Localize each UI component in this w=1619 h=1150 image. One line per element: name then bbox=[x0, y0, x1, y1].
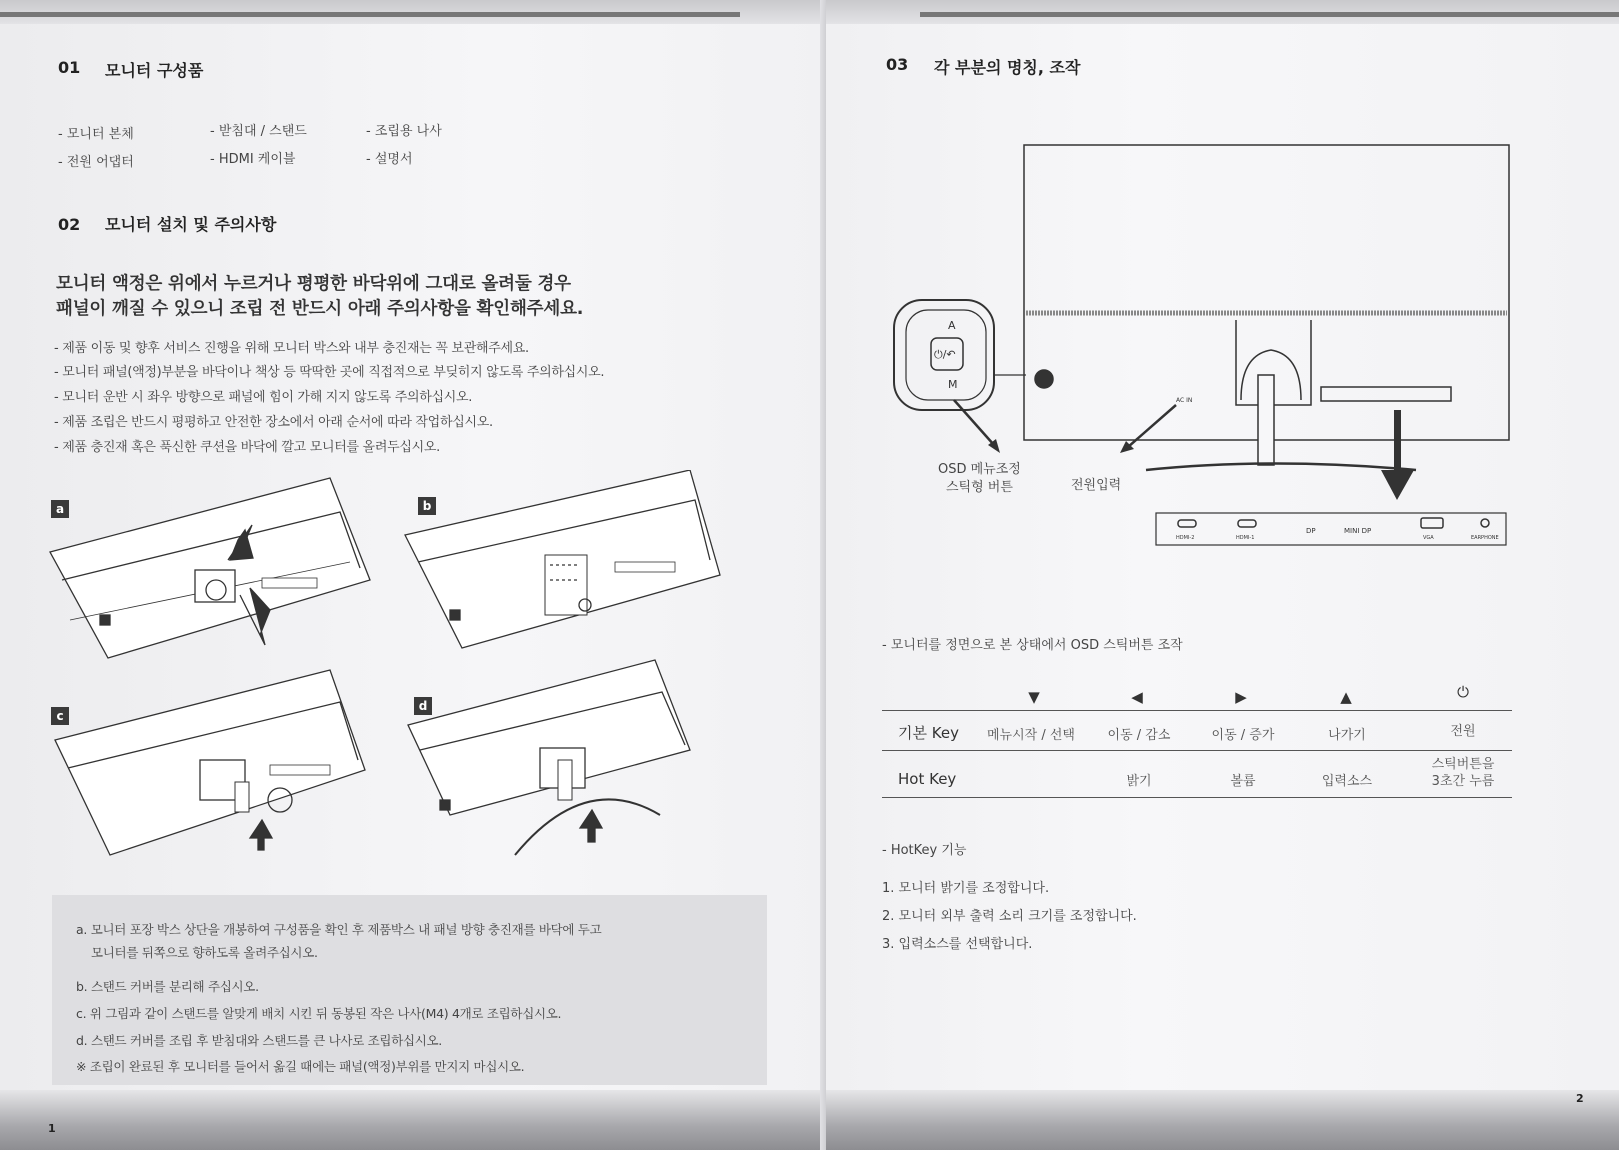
illustration-a bbox=[50, 478, 370, 658]
hot-key-label: Hot Key bbox=[898, 770, 957, 788]
assembly-illustrations bbox=[40, 470, 780, 890]
caution-item: - 모니터 패널(액정)부분을 바닥이나 책상 등 딱딱한 곳에 직접적으로 부딪히지 않도록 주의하십시오. bbox=[54, 365, 605, 380]
stick-center-label: ⏻/↶ bbox=[934, 348, 956, 361]
top-shadow-band bbox=[0, 0, 826, 24]
table-rule-bottom bbox=[882, 797, 1512, 798]
power-icon: ⏻ bbox=[1457, 683, 1469, 701]
warning-headline-line2: 패널이 깨질 수 있으니 조립 전 반드시 아래 주의사항을 확인해주세요. bbox=[56, 299, 584, 319]
step-c: c. 위 그림과 같이 스탠드를 알맞게 배치 시킨 뒤 동봉된 작은 나사(M4) 4개로 조립하십시오. bbox=[76, 1006, 562, 1021]
component-item: - HDMI 케이블 bbox=[210, 152, 296, 167]
hot-key-cell: 스틱버튼을 3초간 누름 bbox=[1431, 757, 1495, 789]
figure-tag-d: d bbox=[414, 697, 432, 715]
bottom-shadow-band bbox=[0, 1090, 826, 1150]
port-panel bbox=[1156, 513, 1506, 545]
section-title-parts: 각 부분의 명칭, 조작 bbox=[934, 58, 1081, 77]
caution-item: - 모니터 운반 시 좌우 방향으로 패널에 힘이 가해 지지 않도록 주의하십시오. bbox=[54, 390, 473, 405]
illustration-d bbox=[408, 660, 690, 855]
left-arrow-icon: ◀ bbox=[1131, 688, 1143, 706]
basic-key-cell: 이동 / 감소 bbox=[1107, 728, 1171, 743]
stick-up-label: A bbox=[948, 319, 956, 332]
step-a-line1: a. 모니터 포장 박스 상단을 개봉하여 구성품을 확인 후 제품박스 내 패널 방향 충진재를 바닥에 두고 bbox=[76, 922, 602, 937]
caution-item: - 제품 이동 및 향후 서비스 진행을 위해 모니터 박스와 내부 충진재는 꼭 보관해주세요. bbox=[54, 341, 529, 356]
hot-key-cell: 입력소스 bbox=[1321, 774, 1373, 789]
figure-tag-b: b bbox=[418, 497, 436, 515]
caution-item: - 제품 충진재 혹은 푹신한 쿠션을 바닥에 깔고 모니터를 올려두십시오. bbox=[54, 440, 440, 455]
ac-in-label: AC IN bbox=[1176, 397, 1193, 404]
basic-key-label: 기본 Key bbox=[898, 724, 959, 742]
component-item: - 받침대 / 스탠드 bbox=[210, 124, 307, 139]
right-page bbox=[826, 0, 1619, 1150]
component-item: - 모니터 본체 bbox=[58, 127, 134, 142]
hotkey-function-item: 1. 모니터 밝기를 조정합니다. bbox=[882, 881, 1050, 896]
osd-label-line2: 스틱형 버튼 bbox=[946, 480, 1013, 495]
port-label: EARPHONE bbox=[1471, 535, 1499, 541]
basic-key-cell: 이동 / 증가 bbox=[1211, 728, 1275, 743]
step-note: ※ 조립이 완료된 후 모니터를 들어서 옮길 때에는 패널(액정)부위를 만지지 마십시오. bbox=[76, 1059, 525, 1074]
top-shadow-band bbox=[826, 0, 1619, 24]
step-d: d. 스탠드 커버를 조립 후 받침대와 스탠드를 큰 나사로 조립하십시오. bbox=[76, 1033, 442, 1048]
port-label: VGA bbox=[1423, 535, 1434, 541]
table-rule-middle bbox=[882, 750, 1512, 751]
page-number-right: 2 bbox=[1576, 1092, 1584, 1105]
hotkey-function-item: 2. 모니터 외부 출력 소리 크기를 조정합니다. bbox=[882, 909, 1137, 924]
figure-tag-a: a bbox=[51, 500, 69, 518]
basic-key-cell: 전원 bbox=[1450, 724, 1476, 739]
hot-key-cell: 밝기 bbox=[1126, 774, 1152, 789]
osd-caption: - 모니터를 정면으로 본 상태에서 OSD 스틱버튼 조작 bbox=[882, 638, 1183, 653]
section-number-01: 01 bbox=[58, 58, 81, 77]
port-label: HDMI-1 bbox=[1236, 535, 1255, 541]
port-label: MINI DP bbox=[1344, 527, 1372, 535]
page-number-left: 1 bbox=[48, 1122, 56, 1135]
stick-down-label: M bbox=[948, 378, 958, 391]
arrow-down-icon bbox=[1381, 470, 1414, 500]
section-number-03: 03 bbox=[886, 55, 909, 74]
hotkey-function-title: - HotKey 기능 bbox=[882, 843, 967, 858]
down-arrow-icon: ▼ bbox=[1028, 688, 1040, 706]
step-b: b. 스탠드 커버를 분리해 주십시오. bbox=[76, 979, 259, 994]
caution-item: - 제품 조립은 반드시 평평하고 안전한 장소에서 아래 순서에 따라 작업하십시오. bbox=[54, 415, 493, 430]
power-input-label: 전원입력 bbox=[1071, 478, 1122, 493]
hot-key-cell: 볼륨 bbox=[1230, 774, 1256, 789]
warning-headline-line1: 모니터 액정은 위에서 누르거나 평평한 바닥위에 그대로 올려둘 경우 bbox=[56, 274, 571, 294]
section-title-installation: 모니터 설치 및 주의사항 bbox=[105, 215, 277, 234]
osd-label-line1: OSD 메뉴조정 bbox=[938, 462, 1021, 477]
monitor-back-illustration bbox=[876, 135, 1596, 575]
basic-key-cell: 메뉴시작 / 선택 bbox=[987, 728, 1075, 743]
hotkey-function-item: 3. 입력소스를 선택합니다. bbox=[882, 937, 1033, 952]
bottom-shadow-band bbox=[826, 1090, 1619, 1150]
arrow-up-icon bbox=[250, 820, 272, 850]
figure-tag-c: c bbox=[51, 707, 69, 725]
table-rule-top bbox=[882, 710, 1512, 711]
component-item: - 조립용 나사 bbox=[366, 124, 442, 139]
basic-key-cell: 나가기 bbox=[1328, 728, 1366, 743]
component-item: - 설명서 bbox=[366, 152, 413, 167]
illustration-c bbox=[55, 670, 365, 855]
arrow-up-icon bbox=[580, 810, 602, 842]
step-a-line2: 모니터를 뒤쪽으로 향하도록 올려주십시오. bbox=[91, 945, 318, 960]
power-connector-icon bbox=[1035, 370, 1053, 388]
section-title-components: 모니터 구성품 bbox=[105, 61, 204, 80]
up-arrow-icon: ▲ bbox=[1340, 688, 1352, 706]
illustration-b bbox=[405, 470, 720, 648]
section-number-02: 02 bbox=[58, 215, 81, 234]
right-arrow-icon: ▶ bbox=[1235, 688, 1247, 706]
port-label: DP bbox=[1306, 527, 1316, 535]
port-label: HDMI-2 bbox=[1176, 535, 1195, 541]
component-item: - 전원 어댑터 bbox=[58, 155, 134, 170]
